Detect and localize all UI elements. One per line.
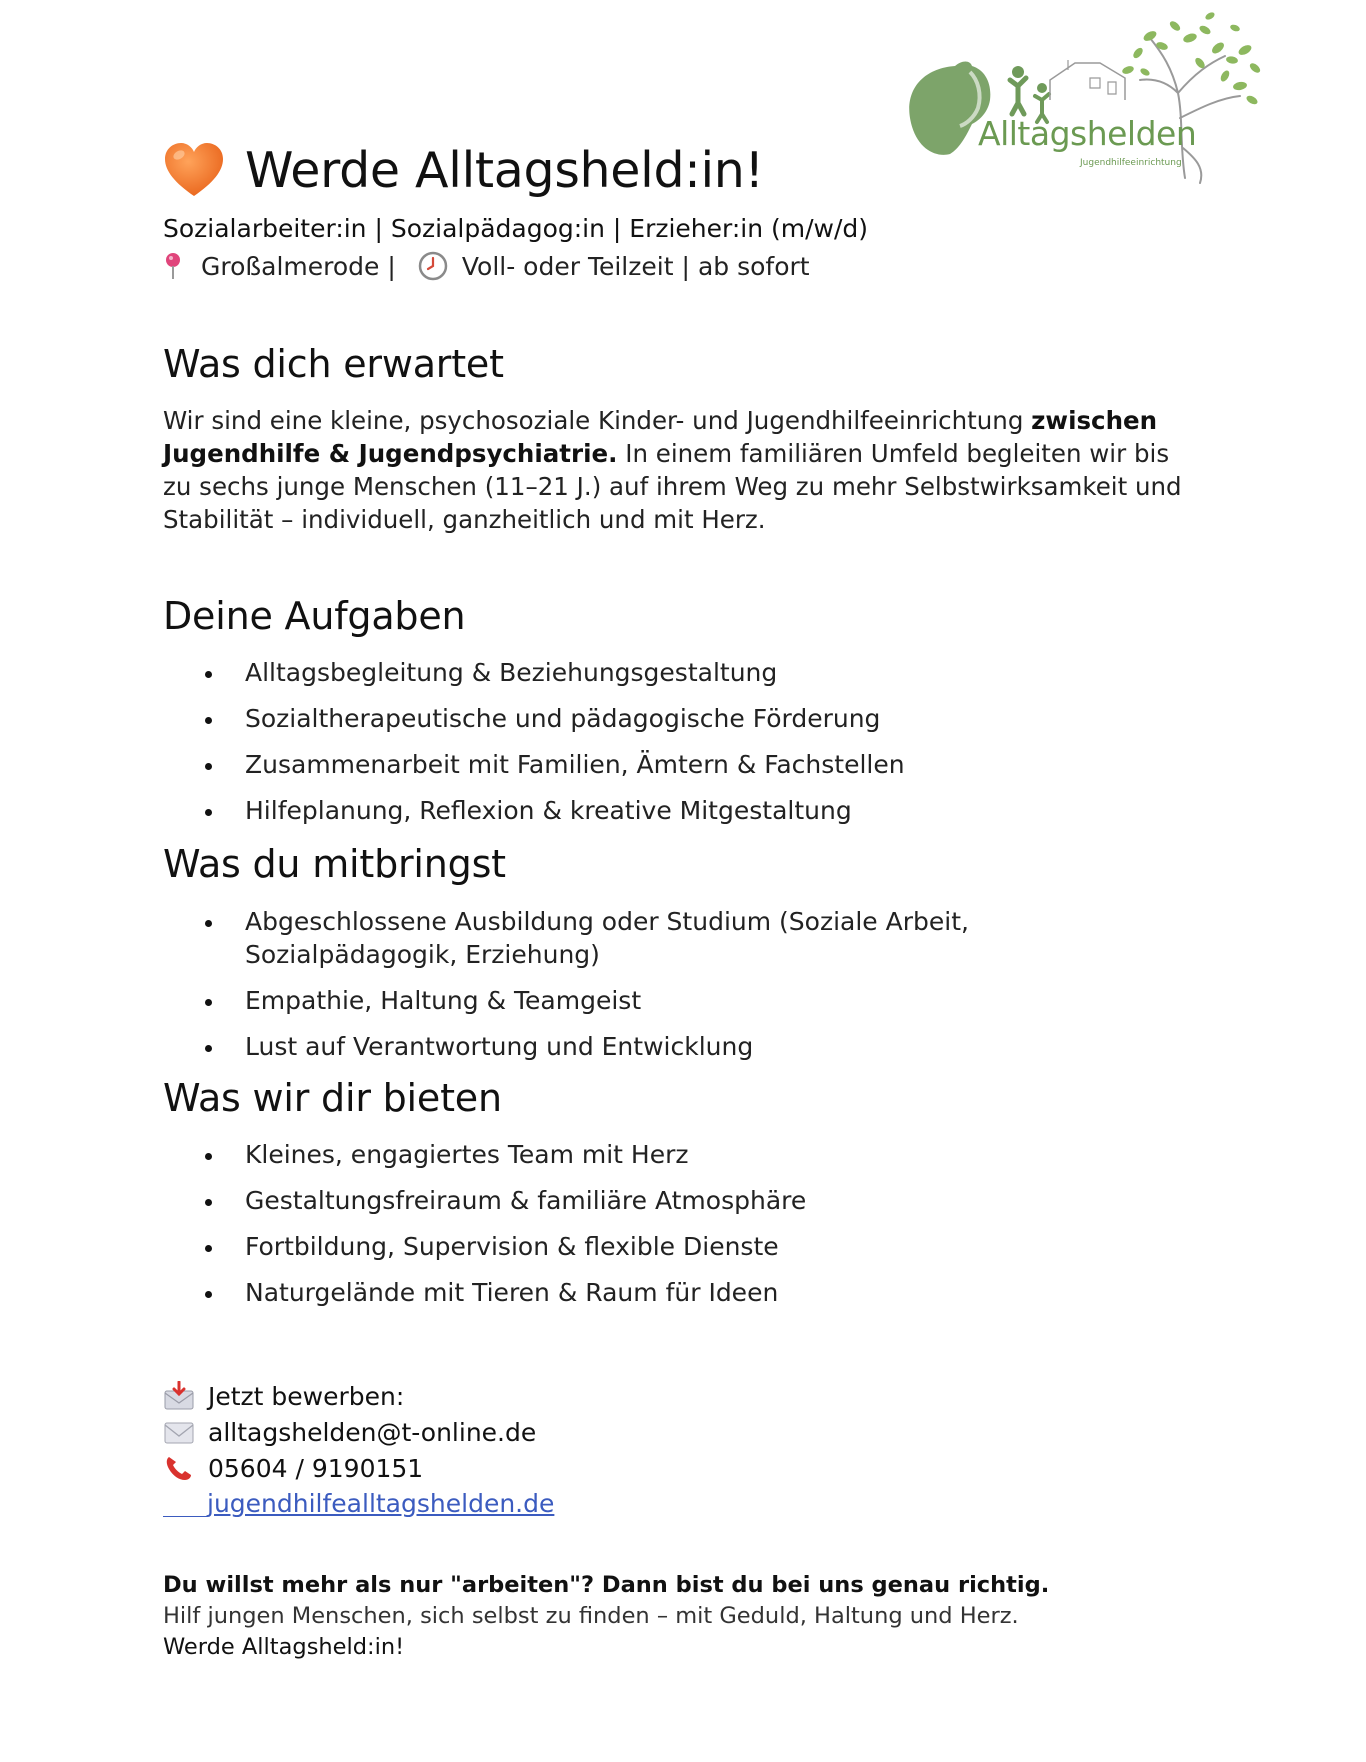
alltagshelden-logo (900, 8, 1270, 193)
telephone-icon (163, 1453, 195, 1483)
offer-list (163, 1138, 1203, 1322)
separator: | (681, 251, 690, 281)
list-item: Kleines, engagiertes Team mit Herz (163, 1138, 1203, 1171)
section-heading-bring: Was du mitbringst (163, 842, 506, 886)
title-row (163, 135, 764, 205)
list-item: Naturgelände mit Tieren & Raum für Ideen (163, 1276, 1203, 1309)
closing-block (163, 1570, 1049, 1663)
job-schedule: Voll- oder Teilzeit (461, 251, 674, 281)
expect-paragraph (163, 404, 1203, 536)
email-row (163, 1417, 536, 1447)
section-heading-offer: Was wir dir bieten (163, 1076, 502, 1120)
list-item: Sozialtherapeutische und pädagogische Förderung (163, 702, 1203, 735)
website-link[interactable]: jugendhilfealltagshelden.de (207, 1489, 555, 1518)
section-heading-tasks: Deine Aufgaben (163, 594, 466, 638)
apply-label-row (163, 1381, 404, 1411)
clock-icon (418, 251, 448, 281)
closing-line: Hilf jungen Menschen, sich selbst zu finden – mit Geduld, Haltung und Herz. (163, 1603, 1019, 1629)
logo-wordmark: Alltagshelden (978, 114, 1197, 153)
expect-text-before: Wir sind eine kleine, psychosoziale Kinder- und Jugendhilfeeinrichtung (163, 406, 1032, 435)
list-item: Fortbildung, Supervision & flexible Dienste (163, 1230, 1203, 1263)
envelope-icon (163, 1417, 195, 1447)
section-heading-expect: Was dich erwartet (163, 342, 504, 386)
contact-phone[interactable]: 05604 / 9190151 (208, 1453, 424, 1483)
expect-text-after: In einem familiären Umfeld begleiten wir bis zu sechs junge Menschen (11–21 J.) auf ihrem Weg zu mehr Selbstwirksamkeit und Stabilität – individuell, ganzheitlich und mit Herz. (163, 439, 1182, 534)
job-start: ab sofort (697, 251, 810, 281)
map-pin-icon (163, 252, 183, 280)
closing-question: Du willst mehr als nur "arbeiten"? Dann bist du bei uns genau richtig. (163, 1572, 1050, 1598)
list-item: Zusammenarbeit mit Familien, Ämtern & Fachstellen (163, 748, 1203, 781)
list-item: Alltagsbegleitung & Beziehungsgestaltung (163, 656, 1203, 689)
page-title: Werde Alltagsheld:in! (245, 141, 764, 199)
list-item: Empathie, Haltung & Teamgeist (163, 984, 1203, 1017)
list-item: Abgeschlossene Ausbildung oder Studium (Soziale Arbeit, Sozialpädagogik, Erziehung) (163, 905, 1203, 971)
list-item: Gestaltungsfreiraum & familiäre Atmosphäre (163, 1184, 1203, 1217)
job-meta (163, 251, 810, 281)
list-item: Lust auf Verantwortung und Entwicklung (163, 1030, 1203, 1063)
apply-label: Jetzt bewerben: (208, 1381, 405, 1411)
website-row (163, 1489, 554, 1518)
tasks-list (163, 656, 1203, 840)
logo-subtitle: Jugendhilfeeinrichtung (1080, 158, 1182, 168)
job-location: Großalmerode (201, 251, 380, 281)
list-item: Hilfeplanung, Reflexion & kreative Mitgestaltung (163, 794, 1203, 827)
link-underline-spacer (163, 1490, 207, 1517)
closing-cta: Werde Alltagsheld:in! (163, 1634, 405, 1660)
heart-icon (163, 141, 225, 199)
inbox-tray-icon (163, 1381, 195, 1411)
expect-text-bold: zwischen Jugendhilfe & Jugendpsychiatrie. (163, 406, 1158, 468)
phone-row (163, 1453, 423, 1483)
bring-list (163, 905, 1203, 1076)
job-roles: Sozialarbeiter:in | Sozialpädagog:in | Erzieher:in (m/w/d) (163, 214, 869, 243)
separator: | (387, 251, 396, 281)
contact-email[interactable]: alltagshelden@t-online.de (208, 1417, 537, 1447)
